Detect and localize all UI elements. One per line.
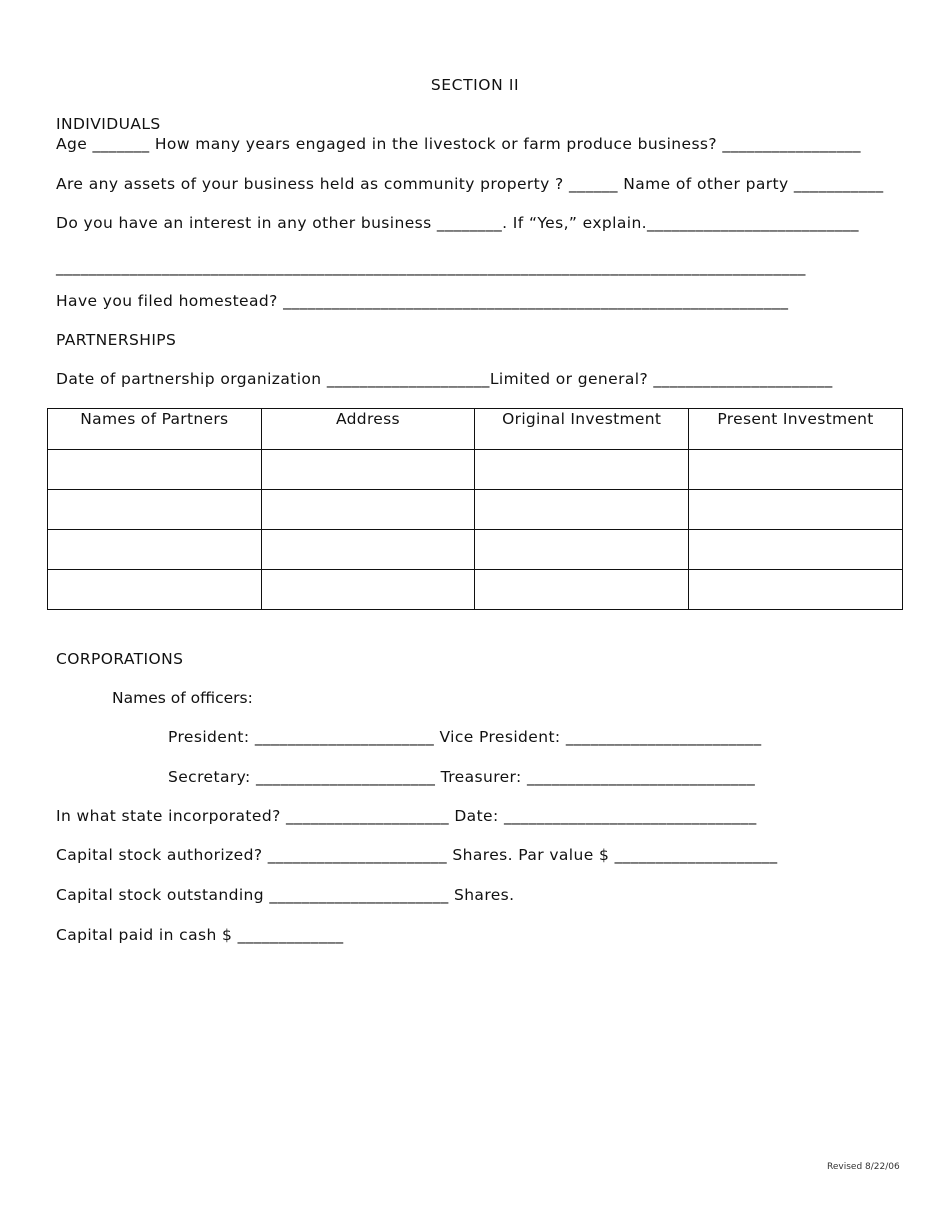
table-cell[interactable] xyxy=(48,530,262,570)
partnerships-heading: PARTNERSHIPS xyxy=(56,331,177,349)
officers-label: Names of officers: xyxy=(112,689,253,707)
table-cell[interactable] xyxy=(475,450,689,490)
other-business-field-line[interactable]: Do you have an interest in any other business ________. If “Yes,” explain.__________________________ xyxy=(56,214,859,232)
partnership-date-field-line[interactable]: Date of partnership organization ____________________Limited or general? ______________________ xyxy=(56,370,833,388)
table-cell[interactable] xyxy=(689,570,903,610)
table-cell[interactable] xyxy=(48,570,262,610)
capital-paid-field-line[interactable]: Capital paid in cash $ _____________ xyxy=(56,926,344,944)
community-property-field-line[interactable]: Are any assets of your business held as community property ? ______ Name of other party ___________ xyxy=(56,175,884,193)
partners-col-header: Present Investment xyxy=(689,409,903,450)
table-cell[interactable] xyxy=(261,530,475,570)
table-row xyxy=(48,530,903,570)
table-cell[interactable] xyxy=(475,570,689,610)
corporations-heading: CORPORATIONS xyxy=(56,650,184,668)
partners-col-header: Original Investment xyxy=(475,409,689,450)
partners-table-header-row xyxy=(48,409,903,450)
homestead-field-line[interactable]: Have you filed homestead? ______________________________________________________________ xyxy=(56,292,789,310)
table-cell[interactable] xyxy=(261,570,475,610)
table-cell[interactable] xyxy=(48,490,262,530)
table-cell[interactable] xyxy=(689,490,903,530)
capital-outstanding-field-line[interactable]: Capital stock outstanding ______________________ Shares. xyxy=(56,886,515,904)
table-cell[interactable] xyxy=(48,450,262,490)
state-incorporated-field-line[interactable]: In what state incorporated? ____________________ Date: _______________________________ xyxy=(56,807,757,825)
revision-date: Revised 8/22/06 xyxy=(827,1162,900,1172)
capital-authorized-field-line[interactable]: Capital stock authorized? ______________________ Shares. Par value $ ____________________ xyxy=(56,846,778,864)
table-cell[interactable] xyxy=(689,530,903,570)
individuals-heading: INDIVIDUALS xyxy=(56,115,161,133)
partners-col-header: Address xyxy=(261,409,475,450)
section-title: SECTION II xyxy=(430,76,520,94)
partners-col-header: Names of Partners xyxy=(48,409,262,450)
table-cell[interactable] xyxy=(689,450,903,490)
explain-continuation-line[interactable]: ____________________________________________________________________________________________ xyxy=(56,258,806,276)
age-years-field-line[interactable]: Age _______ How many years engaged in the livestock or farm produce business? _________________ xyxy=(56,135,861,153)
table-cell[interactable] xyxy=(261,450,475,490)
secretary-treasurer-field-line[interactable]: Secretary: ______________________ Treasurer: ____________________________ xyxy=(168,768,756,786)
table-cell[interactable] xyxy=(261,490,475,530)
table-cell[interactable] xyxy=(475,490,689,530)
president-vp-field-line[interactable]: President: ______________________ Vice President: ________________________ xyxy=(168,728,762,746)
table-row xyxy=(48,570,903,610)
partners-table xyxy=(47,408,903,610)
table-cell[interactable] xyxy=(475,530,689,570)
table-row xyxy=(48,450,903,490)
table-row xyxy=(48,490,903,530)
